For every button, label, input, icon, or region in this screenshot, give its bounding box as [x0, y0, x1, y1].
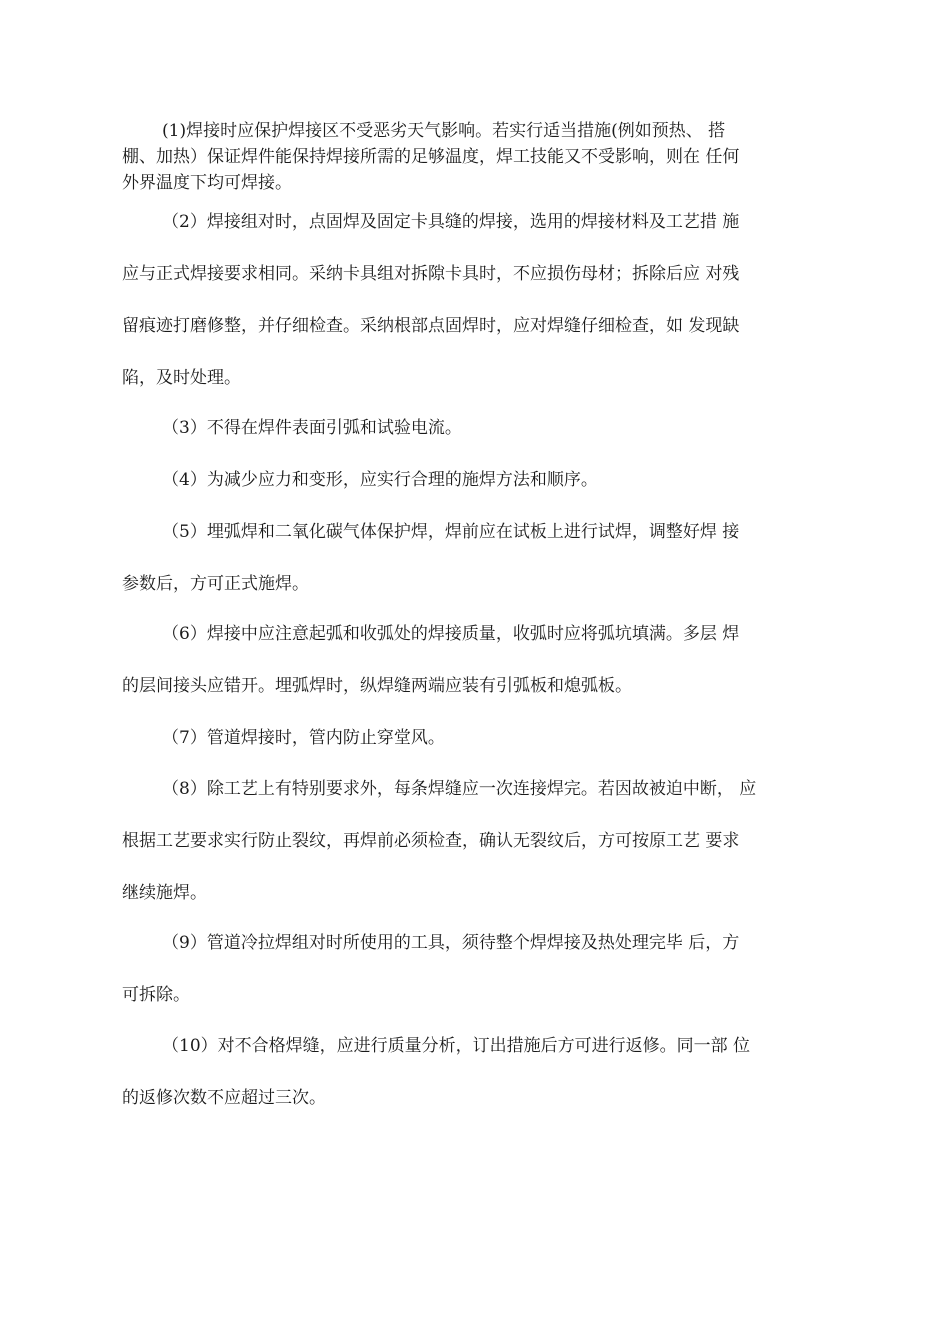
paragraph-line: 陷，及时处理。	[122, 368, 241, 388]
paragraph-line: 的层间接头应错开。埋弧焊时，纵焊缝两端应装有引弧板和熄弧板。	[122, 676, 632, 696]
paragraph-line: （6）焊接中应注意起弧和收弧处的焊接质量，收弧时应将弧坑填满。多层 焊	[162, 624, 740, 644]
paragraph-line: （9）管道冷拉焊组对时所使用的工具，须待整个焊焊接及热处理完毕 后，方	[162, 933, 740, 953]
paragraph-line: （7）管道焊接时，管内防止穿堂风。	[162, 728, 445, 748]
paragraph-3	[122, 415, 832, 441]
paragraph-8	[122, 776, 832, 906]
paragraph-6	[122, 621, 832, 699]
paragraph-line: （8）除工艺上有特别要求外，每条焊缝应一次连接焊完。若因故被迫中断， 应	[162, 779, 757, 799]
paragraph-line: 外界温度下均可焊接。	[122, 173, 292, 193]
paragraph-5	[122, 519, 832, 597]
paragraph-line: (1)焊接时应保护焊接区不受恶劣天气影响。若实行适当措施(例如预热、 搭	[162, 121, 726, 141]
paragraph-4	[122, 467, 832, 493]
paragraph-line: 可拆除。	[122, 985, 190, 1005]
paragraph-line: 留痕迹打磨修整，并仔细检查。采纳根部点固焊时，应对焊缝仔细检查，如 发现缺	[122, 316, 740, 336]
paragraph-10	[122, 1033, 832, 1111]
paragraph-7	[122, 725, 832, 751]
paragraph-line: （3）不得在焊件表面引弧和试验电流。	[162, 418, 462, 438]
paragraph-9	[122, 930, 832, 1008]
paragraph-line: （10）对不合格焊缝，应进行质量分析，订出措施后方可进行返修。同一部 位	[162, 1036, 751, 1056]
paragraph-2	[122, 209, 832, 391]
paragraph-line: 的返修次数不应超过三次。	[122, 1088, 326, 1108]
paragraph-1	[122, 118, 832, 196]
paragraph-line: 根据工艺要求实行防止裂纹，再焊前必须检查，确认无裂纹后，方可按原工艺 要求	[122, 831, 740, 851]
paragraph-line: （2）焊接组对时，点固焊及固定卡具缝的焊接，选用的焊接材料及工艺措 施	[162, 212, 740, 232]
paragraph-line: （4）为减少应力和变形，应实行合理的施焊方法和顺序。	[162, 470, 598, 490]
paragraph-line: 继续施焊。	[122, 883, 207, 903]
paragraph-line: 棚、加热）保证焊件能保持焊接所需的足够温度，焊工技能又不受影响，则在 任何	[122, 147, 740, 167]
paragraph-line: 参数后，方可正式施焊。	[122, 574, 309, 594]
paragraph-line: （5）埋弧焊和二氧化碳气体保护焊，焊前应在试板上进行试焊，调整好焊 接	[162, 522, 740, 542]
paragraph-line: 应与正式焊接要求相同。采纳卡具组对拆隙卡具时，不应损伤母材；拆除后应 对残	[122, 264, 740, 284]
